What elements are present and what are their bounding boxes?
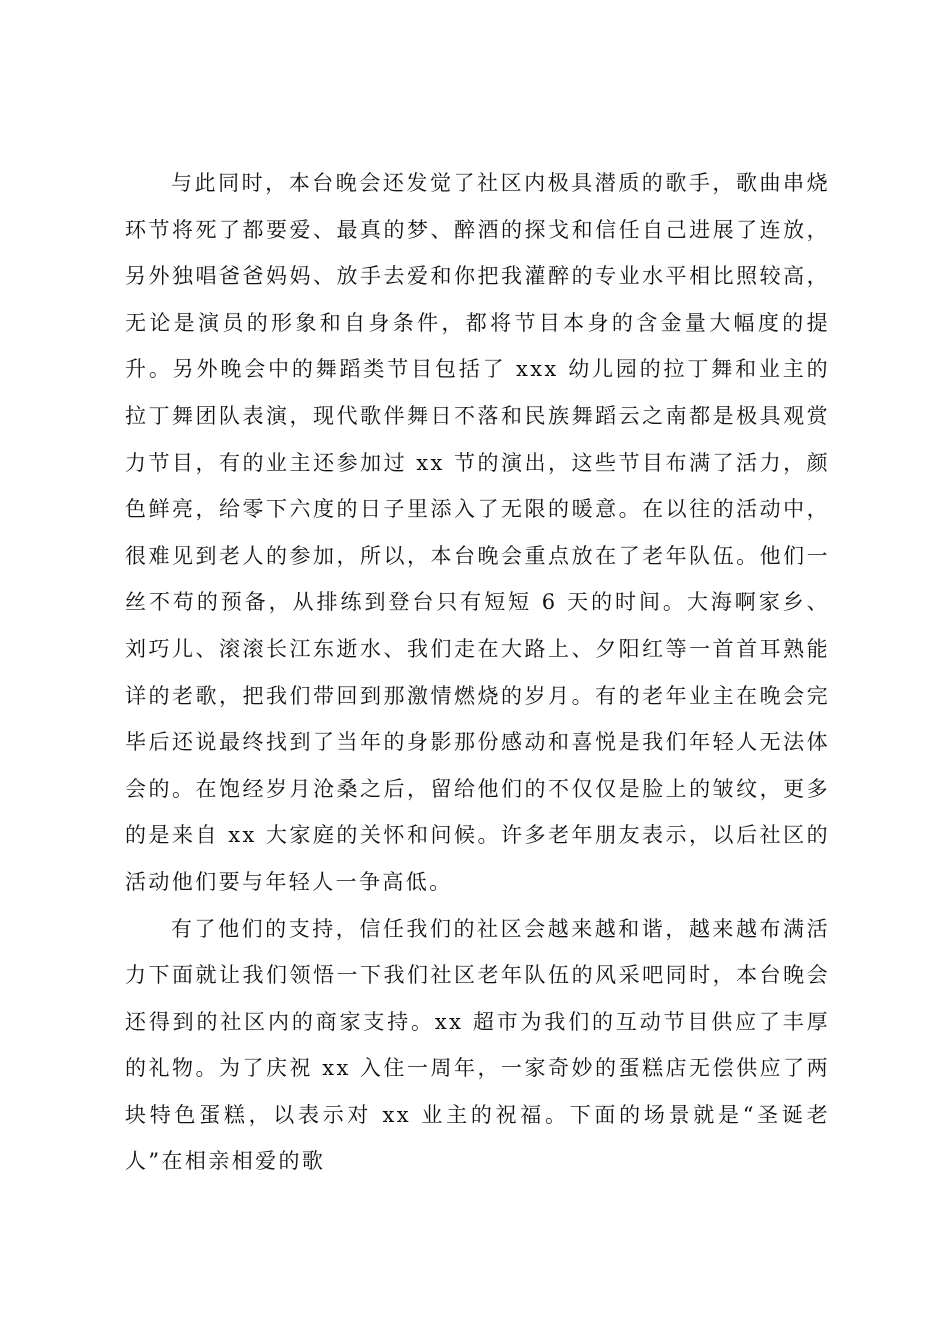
paragraph-1: 与此同时，本台晚会还发觉了社区内极具潜质的歌手，歌曲串烧环节将死了都要爱、最真的梦、醉酒的探戈和信任自己进展了连放，另外独唱爸爸妈妈、放手去爱和你把我灌醉的专业水平相比照较高，无论是演员的形象和自身条件，都将节目本身的含金量大幅度的提升。另外晚会中的舞蹈类节目包括了 xxx 幼儿园的拉丁舞和业主的拉丁舞团队表演，现代歌伴舞日不落和民族舞蹈云之南都是极具观赏力节目，有的业主还参加过 xx 节的演出，这些节目布满了活力，颜色鲜亮，给零下六度的日子里添入了无限的暖意。在以往的活动中，很难见到老人的参加，所以，本台晚会重点放在了老年队伍。他们一丝不苟的预备，从排练到登台只有短短 6 天的时间。大海啊家乡、刘巧儿、滚滚长江东逝水、我们走在大路上、夕阳红等一首首耳熟能详的老歌，把我们带回到那激情燃烧的岁月。有的老年业主在晚会完毕后还说最终找到了当年的身影那份感动和喜悦是我们年轻人无法体会的。在饱经岁月沧桑之后，留给他们的不仅仅是脸上的皱纹，更多的是来自 xx 大家庭的关怀和问候。许多老年朋友表示，以后社区的活动他们要与年轻人一争高低。 <box>125 171 830 894</box>
paragraph-2: 有了他们的支持，信任我们的社区会越来越和谐，越来越布满活力下面就让我们领悟一下我们社区老年队伍的风采吧同时，本台晚会还得到的社区内的商家支持。xx 超市为我们的互动节目供应了丰厚的礼物。为了庆祝 xx 入住一周年，一家奇妙的蛋糕店无偿供应了两块特色蛋糕，以表示对 xx 业主的祝福。下面的场景就是“圣诞老人”在相亲相爱的歌 <box>125 916 830 1174</box>
document-body <box>125 160 830 1185</box>
